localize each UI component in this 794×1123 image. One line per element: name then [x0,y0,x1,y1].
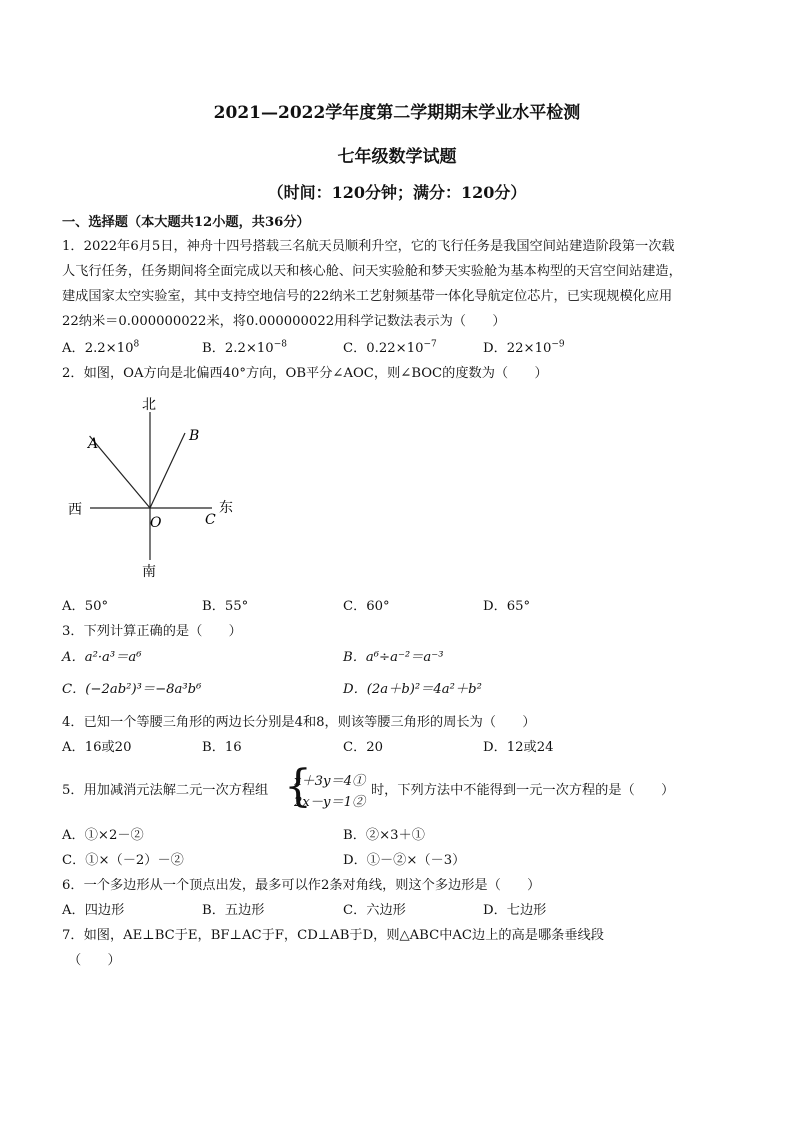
q6-option-c: C．六边形 [343,903,406,918]
q5-option-d: D．①－②×（－3） [343,853,466,868]
equation-2: 2x－y＝1② [294,795,366,810]
label-c: C [205,512,216,528]
q5-stem-pre: 5．用加减消元法解二元一次方程组 [62,783,269,798]
q3-option-c: C．(−2ab²)³＝−8a³b⁶ [62,682,202,697]
q3-option-d: D．(2a＋b)²＝4a²＋b² [343,682,482,697]
exam-subtitle: 七年级数学试题 [337,147,457,167]
q6-option-d: D．七边形 [483,903,547,918]
label-b: B [189,428,200,444]
q6-option-b: B．五边形 [202,903,265,918]
label-o: O [150,515,162,531]
label-north: 北 [142,397,156,413]
q1-line4: 22纳米＝0.000000022米，将0.000000022用科学记数法表示为（ ） [62,314,506,329]
q7-line2: （ ） [68,953,121,968]
q7-line1: 7．如图，AE⊥BC于E，BF⊥AC于F，CD⊥AB于D，则△ABC中AC边上的高是哪条垂线段 [62,928,604,943]
q3-option-b: B．a⁶÷a⁻²＝a⁻³ [343,650,444,665]
q5-stem-post: 时，下列方法中不能得到一元一次方程的是（ ） [371,783,675,798]
q6-option-a: A．四边形 [62,903,125,918]
q2-option-b: B．55° [202,599,249,614]
q5-option-c: C．①×（－2）－② [62,853,184,868]
q4-option-b: B．16 [202,740,242,755]
equation-system [284,761,370,815]
q2-option-c: C．60° [343,599,390,614]
q3-stem: 3．下列计算正确的是（ ） [62,624,242,639]
ray-ob [150,433,185,508]
q6-stem: 6．一个多边形从一个顶点出发，最多可以作2条对角线，则这个多边形是（ ） [62,878,541,893]
q4-option-a: A．16或20 [62,740,132,755]
q4-option-c: C．20 [343,740,384,755]
q1-option-d: D．$22\times 10^{-9}$ [483,339,565,356]
section-heading: 一、选择题（本大题共12小题，共36分） [62,215,310,230]
label-south: 南 [142,564,156,580]
label-a: A [88,436,99,452]
ray-oa [90,436,150,508]
exam-time-score: （时间：120分钟；满分：120分） [267,183,527,202]
q1-line1: 1．2022年6月5日，神舟十四号搭载三名航天员顺利升空，它的飞行任务是我国空间站建造阶段第一次载 [62,239,675,254]
q4-option-d: D．12或24 [483,740,554,755]
q1-option-a: A．$2.2\times 10^8$ [62,339,140,356]
q5-option-a: A．①×2－② [62,828,144,843]
q1-option-b: B．$2.2\times 10^{-8}$ [202,339,287,356]
q2-option-a: A．50° [62,599,109,614]
label-east: 东 [219,500,233,516]
q2-option-d: D．65° [483,599,531,614]
q2-stem: 2．如图，OA方向是北偏西40°方向，OB平分∠AOC，则∠BOC的度数为（ ） [62,366,548,381]
system-brace: { [284,761,312,812]
exam-title: 2021—2022学年度第二学期期末学业水平检测 [213,103,581,123]
q1-line3: 建成国家太空实验室，其中支持空地信号的22纳米工艺射频基带一体化导航定位芯片，已实现规模化应用 [62,289,673,304]
q4-stem: 4．已知一个等腰三角形的两边长分别是4和8，则该等腰三角形的周长为（ ） [62,715,536,730]
label-west: 西 [68,502,82,518]
q1-line2: 人飞行任务，任务期间将全面完成以天和核心舱、问天实验舱和梦天实验舱为基本构型的天宫空间站建造， [62,264,682,279]
equation-1: x＋3y＝4① [294,774,366,789]
q3-option-a: A．a²·a³＝a⁶ [62,650,142,665]
q5-option-b: B．②×3＋① [343,828,425,843]
q1-option-c: C．$0.22\times 10^{-7}$ [343,339,437,356]
